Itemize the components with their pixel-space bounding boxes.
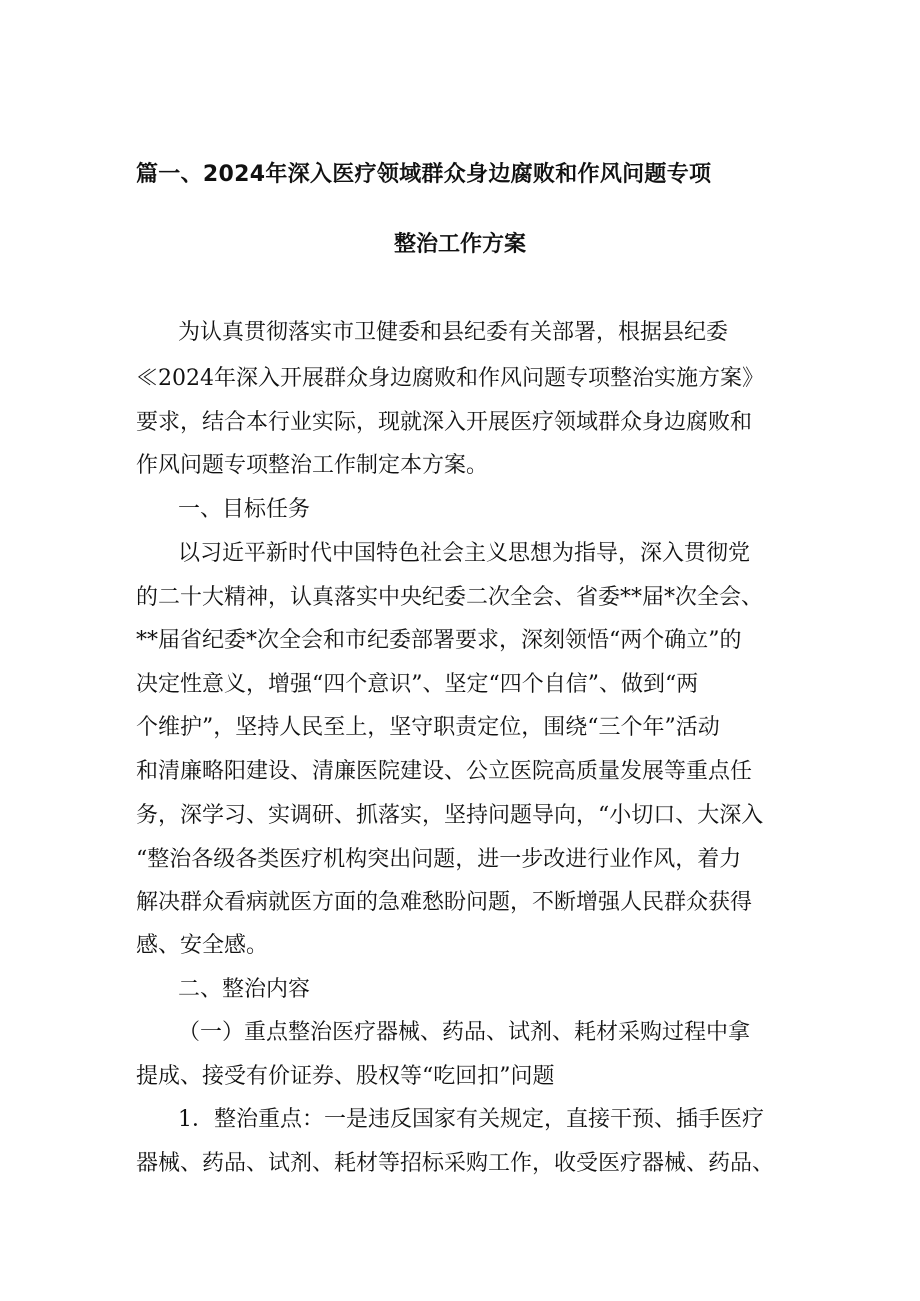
- item-line: 器械、药品、试剂、耗材等招标采购工作，收受医疗器械、药品、: [136, 1151, 775, 1176]
- paragraph-line: 解决群众看病就医方面的急难愁盼问题，不断增强人民群众获得: [136, 890, 753, 915]
- paragraph-line: 以习近平新时代中国特色社会主义思想为指导，深入贯彻党: [178, 541, 751, 566]
- paragraph-line: 的二十大精神，认真落实中央纪委二次全会、省委**届*次全会、: [136, 585, 764, 610]
- paragraph-line: 决定性意义，增强“四个意识”、坚定“四个自信”、做到“两: [136, 672, 699, 697]
- intro-line: ≪2024年深入开展群众身边腐败和作风问题专项整治实施方案》: [136, 366, 764, 391]
- document-title-line-2: 整治工作方案: [393, 232, 526, 257]
- item-line: 1．整治重点：一是违反国家有关规定，直接干预、插手医疗: [178, 1107, 764, 1132]
- paragraph-line: 务，深学习、实调研、抓落实，坚持问题导向，“小切口、大深入: [136, 803, 764, 828]
- paragraph-line: “整治各级各类医疗机构突出问题，进一步改进行业作风，着力: [136, 847, 742, 872]
- paragraph-line: 和清廉略阳建设、清廉医院建设、公立医院高质量发展等重点任: [136, 759, 753, 784]
- section-heading-content: 二、整治内容: [178, 977, 311, 1002]
- intro-line: 作风问题专项整治工作制定本方案。: [136, 453, 489, 478]
- section-heading-goals: 一、目标任务: [178, 497, 311, 522]
- subsection-line: （一）重点整治医疗器械、药品、试剂、耗材采购过程中拿: [178, 1020, 751, 1045]
- document-title-line-1: 篇一、2024年深入医疗领域群众身边腐败和作风问题专项: [136, 162, 712, 187]
- intro-line: 要求，结合本行业实际，现就深入开展医疗领域群众身边腐败和: [136, 410, 753, 435]
- paragraph-line: 个维护”，坚持人民至上，坚守职责定位，围绕“三个年”活动: [136, 715, 720, 740]
- paragraph-line: **届省纪委*次全会和市纪委部署要求，深刻领悟“两个确立”的: [136, 628, 742, 653]
- paragraph-line: 感、安全感。: [136, 933, 269, 958]
- subsection-line: 提成、接受有价证券、股权等“吃回扣”问题: [136, 1064, 555, 1089]
- intro-line: 为认真贯彻落实市卫健委和县纪委有关部署，根据县纪委: [178, 320, 729, 345]
